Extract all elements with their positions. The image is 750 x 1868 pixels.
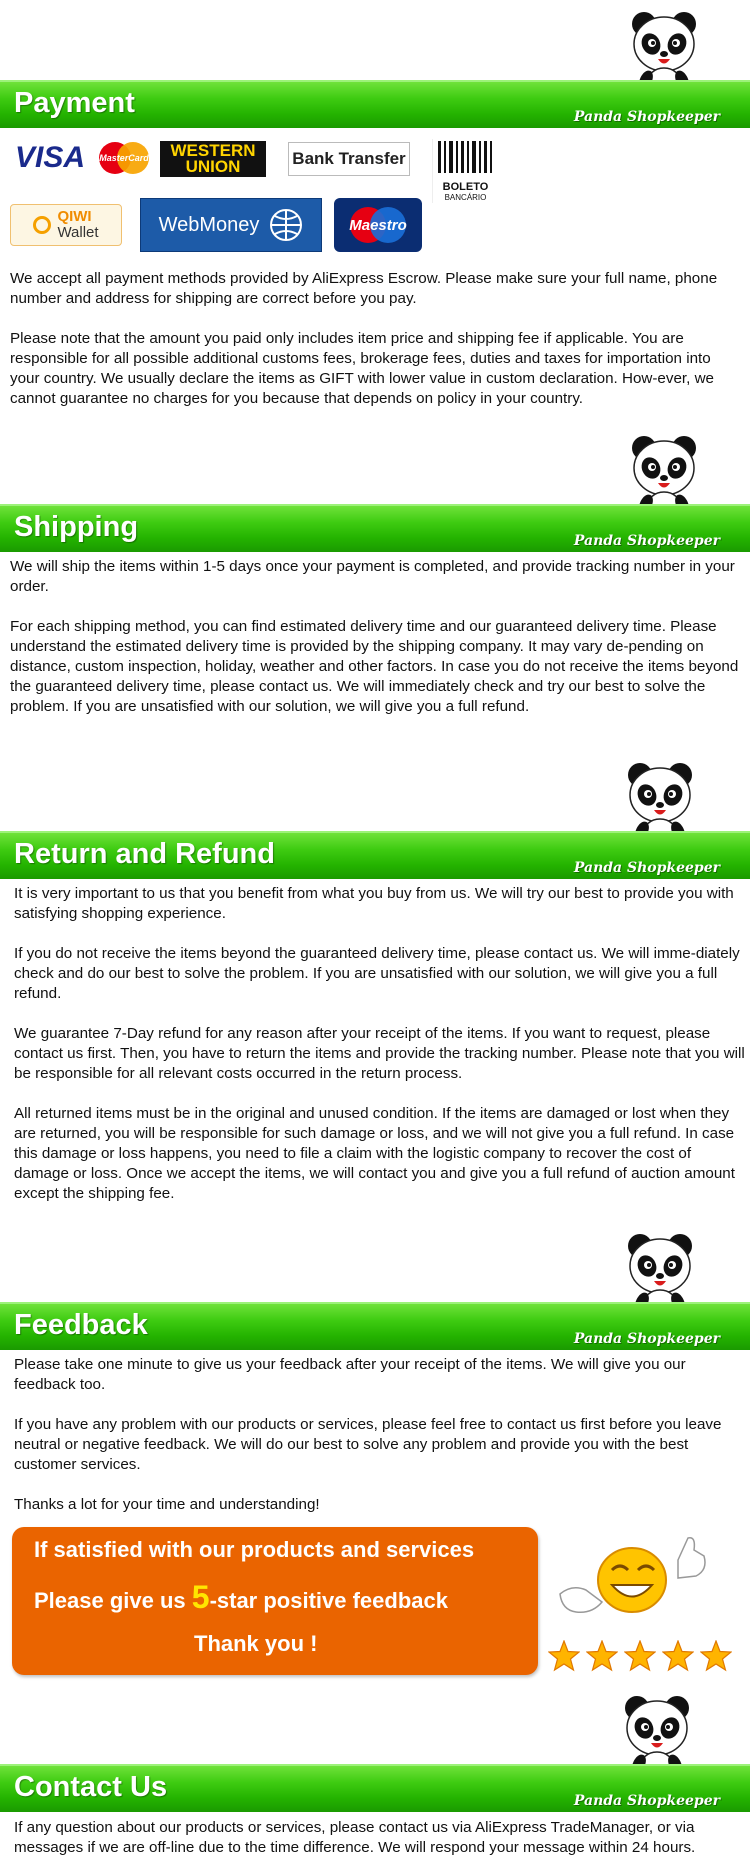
shipping-header-bar (0, 504, 750, 552)
return-paragraph-3: We guarantee 7-Day refund for any reason after your receipt of the items. If you want to request, please contact us first. Then, you have to return the items and provide the tracking number. Please note that you will be responsible for all relevant costs occurred in the return process. (14, 1025, 745, 1082)
payment-paragraph-1: We accept all payment methods provided by AliExpress Escrow. Please make sure your full name, phone number and address for shipping are correct before you pay. (10, 270, 718, 307)
visa-text: VISA (14, 141, 86, 174)
shipping-paragraph-2: For each shipping method, you can find estimated delivery time and our guaranteed delivery time. Please understand the estimated delivery time is provided by the shipping company. It may vary de-pending on distance, custom inspection, holiday, weather and other factors. In case you do not receive the items beyond the guaranteed delivery time, please contact us. We will immediately check and try our best to solve the problem. If you are unsatisfied with our solution, we will give you a full refund. (10, 618, 739, 715)
brand-name: Panda Shopkeeper (573, 1793, 720, 1809)
brand-name: Panda Shopkeeper (573, 860, 720, 876)
webmoney-logo (140, 198, 322, 252)
qiwi-text-1: QIWI (57, 208, 92, 225)
webmoney-text: WebMoney (158, 213, 260, 236)
western-union-text-1: WESTERN (170, 141, 256, 160)
feedback-banner (12, 1527, 538, 1675)
contact-paragraph: If any question about our products or services, please contact us via AliExpress TradeManager, or via messages if we are off-line due to the time difference. We will respond your message within 24 hours. (14, 1819, 696, 1856)
feedback-banner-line-3: Thank you ! (194, 1631, 318, 1656)
qiwi-q-icon (33, 216, 51, 234)
brand-name: Panda Shopkeeper (573, 1331, 720, 1347)
western-union-logo (160, 141, 266, 177)
smiley-thumbs-up-icon (552, 1530, 712, 1630)
barcode-icon (436, 141, 496, 173)
return-refund-title: Return and Refund (14, 838, 275, 870)
boleto-text-1: BOLETO (442, 181, 489, 193)
contact-title: Contact Us (14, 1771, 168, 1803)
star-icon (586, 1640, 618, 1672)
feedback-banner-number: 5 (191, 1579, 210, 1615)
return-paragraph-4: All returned items must be in the original and unused condition. If the items are damaged or lost when they are returned, you will be responsible for such damage or loss, and we will not give you a full refund. In case this damage or loss happens, you need to file a claim with the logistic company to recover the cost of damage or loss. Once we accept the items, we will contact you and give you a full refund of auction amount except the shipping fee. (14, 1105, 735, 1202)
return-paragraph-1: It is very important to us that you benefit from what you buy from us. We will try our best to provide you with satisfying shopping experience. (14, 885, 734, 922)
brand-name: Panda Shopkeeper (573, 533, 720, 549)
boleto-text-2: BANCÁRIO (444, 193, 487, 202)
mastercard-text: MasterCard (99, 153, 149, 163)
payment-paragraph-2: Please note that the amount you paid only includes item price and shipping fee if applicable. You are responsible for all possible additional customs fees, brokerage fees, duties and taxes for importation into your country. We usually declare the items as GIFT with lower value in custom declaration. How-ever, we cannot guarantee no charges for you because that depends on policy in your country. (10, 330, 714, 407)
star-icon (662, 1640, 694, 1672)
contact-header-bar (0, 1764, 750, 1812)
shipping-paragraph-1: We will ship the items within 1-5 days once your payment is completed, and provide tracking number in your order. (10, 558, 735, 595)
star-icon (624, 1640, 656, 1672)
feedback-banner-suffix: -star positive feedback (209, 1588, 448, 1613)
star-icon (700, 1640, 732, 1672)
feedback-paragraph-1: Please take one minute to give us your feedback after your receipt of the items. We will give you our feedback too. (14, 1356, 686, 1393)
feedback-banner-line-2 (34, 1579, 448, 1616)
feedback-banner-prefix: Please give us (34, 1588, 192, 1613)
star-icon (548, 1640, 580, 1672)
brand-name: Panda Shopkeeper (573, 109, 720, 125)
feedback-title: Feedback (14, 1309, 148, 1341)
qiwi-text-2: Wallet (57, 224, 99, 241)
payment-header-bar (0, 80, 750, 128)
visa-logo (12, 140, 88, 176)
star-rating (548, 1640, 738, 1674)
feedback-banner-line-1: If satisfied with our products and services (34, 1537, 475, 1562)
shipping-title: Shipping (14, 511, 139, 543)
maestro-text: Maestro (349, 216, 407, 234)
feedback-paragraph-3: Thanks a lot for your time and understanding! (14, 1496, 320, 1513)
qiwi-wallet-logo (10, 204, 122, 246)
bank-transfer-text: Bank Transfer (292, 149, 406, 168)
return-refund-header-bar (0, 831, 750, 879)
return-paragraph-2: If you do not receive the items beyond the guaranteed delivery time, please contact us. We will imme-diately check and do our best to solve the problem. If you are unsatisfied with our solution, we will give you a full refund. (14, 945, 740, 1002)
mastercard-logo (94, 140, 154, 176)
boleto-logo (432, 139, 498, 203)
webmoney-globe-icon (269, 208, 303, 242)
western-union-text-2: UNION (185, 157, 241, 176)
feedback-paragraph-2: If you have any problem with our products or services, please feel free to contact us first before you leave neutral or negative feedback. We will do our best to solve any problem and provide you with the best customer services. (14, 1416, 722, 1473)
maestro-logo (334, 198, 422, 252)
feedback-header-bar (0, 1302, 750, 1350)
payment-title: Payment (14, 87, 135, 119)
bank-transfer-logo (288, 142, 410, 176)
